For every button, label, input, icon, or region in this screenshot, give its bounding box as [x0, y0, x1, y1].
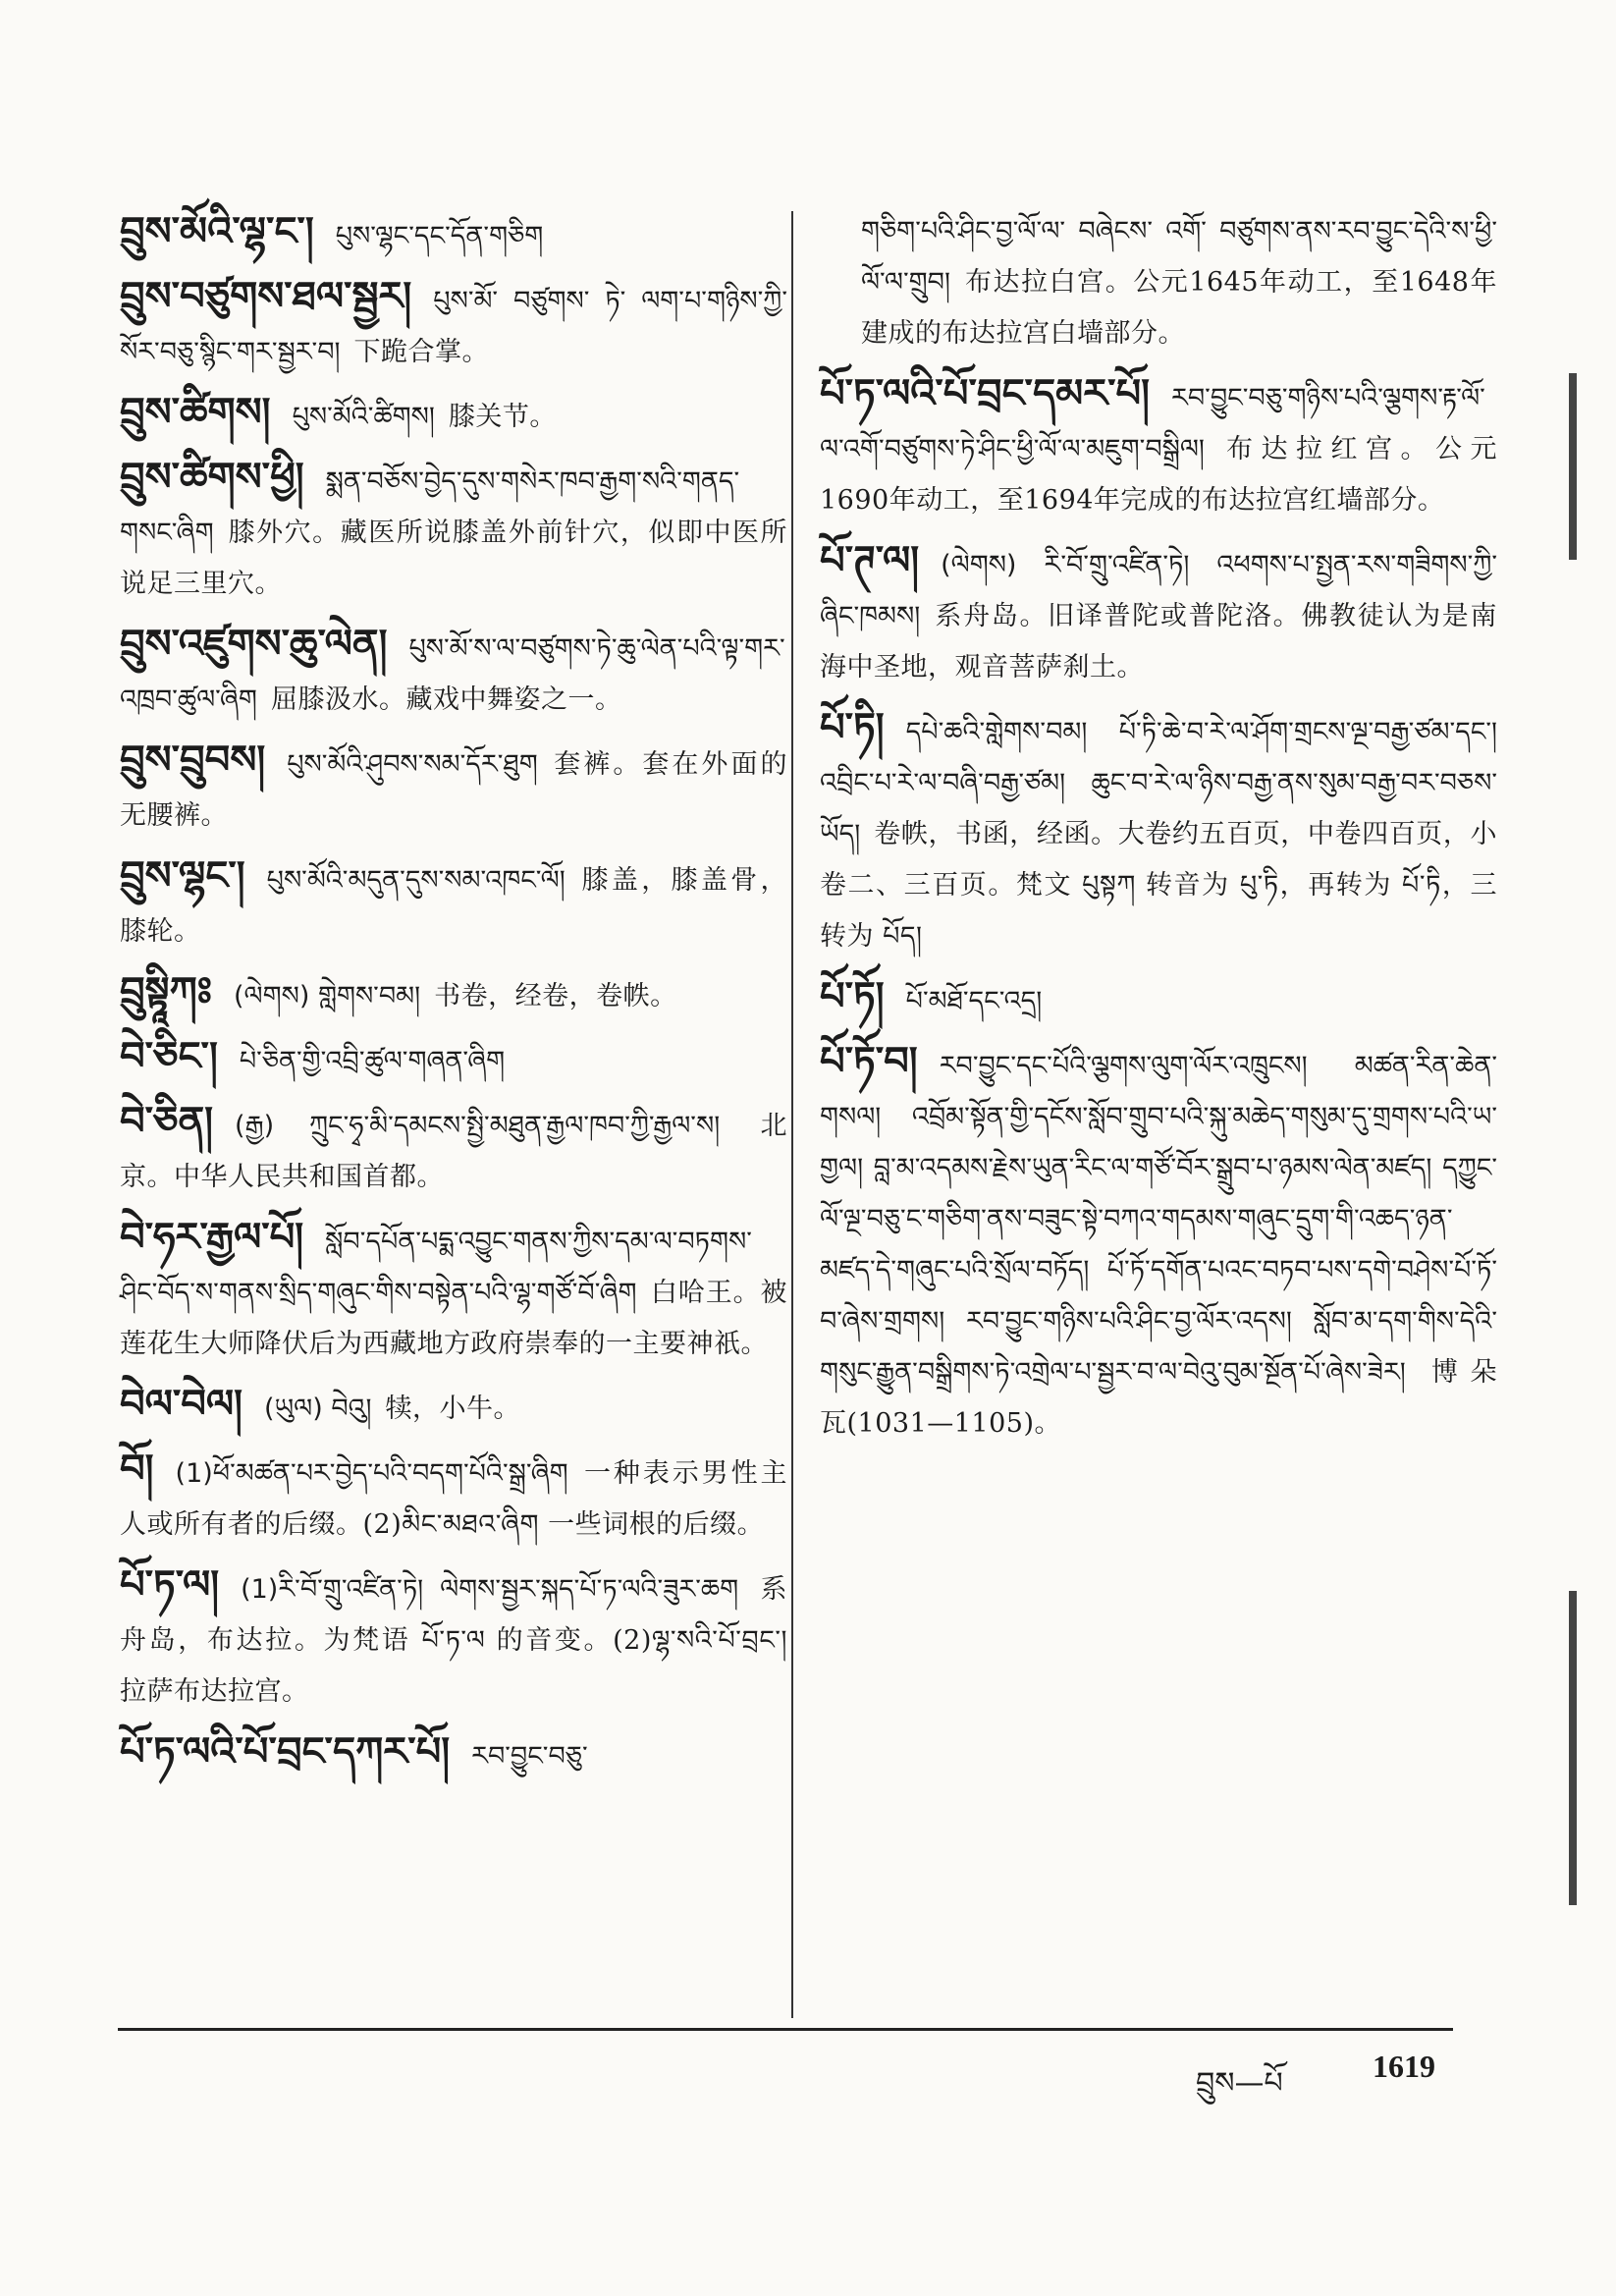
- entry-gloss-chinese: 系舟岛。旧译普陀或普陀洛。佛教徒认为是南海中圣地，观音菩萨刹土。: [820, 601, 1497, 683]
- dictionary-entry: [120, 1726, 787, 1782]
- entry-headword: པོ་ཏི།: [820, 705, 885, 750]
- entry-definition-tibetan: པུས་མོའི་མདུན་དུས་སམ་འཁང་ལོ།: [266, 865, 566, 896]
- entry-gloss-chinese: 膝关节。: [448, 402, 557, 432]
- entry-definition-tibetan: པོ་མཐོ་དང་འདྲ།: [905, 986, 1043, 1016]
- page-number: 1619: [1373, 2049, 1435, 2084]
- entry-gloss-chinese: 犊，小牛。: [385, 1394, 520, 1424]
- entry-definition-tibetan: (1)ཕོ་མཚན་པར་བྱེད་པའི་བདག་པོའི་སྒྲ་ཞིག: [175, 1458, 568, 1489]
- edge-mark: [1569, 373, 1577, 560]
- dictionary-entry: [120, 619, 787, 726]
- entry-definition-tibetan: རབ་བྱུང་བཅུ་གཉིས་པའི་ལྕགས་རྟ་ལོ་ལ་འགོ་བཙུགས་ཏེ་ཤིང་ཕྱི་ལོ་ལ་མཇུག་བསྒྲིལ།: [820, 383, 1485, 465]
- entry-headword: བྲུས་ཚིགས།: [120, 390, 271, 435]
- dictionary-entry: [820, 702, 1497, 962]
- entry-gloss-chinese: 书卷，经卷，卷帙。: [434, 981, 677, 1011]
- dictionary-entry: [120, 1212, 787, 1370]
- entry-gloss-chinese: 白哈王。被莲花生大师降伏后为西藏地方政府崇奉的一主要神祇。: [120, 1278, 787, 1359]
- dictionary-entry: [120, 1559, 787, 1718]
- entry-gloss-chinese: 屈膝汲水。藏戏中舞姿之一。: [270, 684, 622, 715]
- entry-definition-tibetan: པུས་མོའི་ཚིགས།: [292, 402, 435, 432]
- entry-gloss-chinese: 系舟岛，布达拉。为梵语 པོ་ཏ་ལ 的音变。(2)ལྷ་སའི་པོ་བྲང་། 拉萨布达拉宫。: [120, 1574, 787, 1707]
- entry-headword: བེལ་བེལ།: [120, 1382, 243, 1427]
- dictionary-entry: [120, 271, 787, 378]
- entry-definition-tibetan: གཅིག་པའི་ཤིང་བྱ་ལོ་ལ་ བཞེངས་ འགོ་ བཙུགས་ནས་རབ་བྱུང་དེའི་ས་ཕྱི་ལོ་ལ་གྲུབ།: [861, 216, 1497, 298]
- entry-headword: བྲུས་འཛུགས་ཆུ་ལེན།: [120, 622, 388, 667]
- entry-gloss-chinese: 卷帙，书函，经函。大卷约五百页，中卷四百页，小卷二、三百页。梵文 པུསྟཀ 转音为 པུ་ཏི，再转为 པོ་ཏི，三转为 པོད།: [820, 819, 1497, 952]
- entry-definition-tibetan: སྨན་བཅོས་བྱེད་དུས་གསེར་ཁབ་རྒྱག་སའི་གནད་གསང་ཞིག: [120, 466, 740, 548]
- entry-definition-tibetan: (ལེགས) གླེགས་བམ།: [234, 981, 421, 1011]
- dictionary-entry: [120, 387, 787, 443]
- entry-definition-tibetan: པེ་ཅིན་གྱི་འབྲི་ཚུལ་གཞན་ཞིག: [239, 1046, 506, 1076]
- left-column: [120, 206, 787, 1791]
- dictionary-entry: [820, 971, 1497, 1027]
- dictionary-entry: [120, 1031, 787, 1087]
- dictionary-entry: [120, 966, 787, 1022]
- entry-headword: པོ་ཏ་ལའི་པོ་བྲང་དམར་པོ།: [820, 371, 1151, 416]
- entry-definition-tibetan: (ལེགས) རི་བོ་གྲུ་འཛིན་ཏེ། འཕགས་པ་སྤྱན་རས་གཟིགས་ཀྱི་ཞིང་ཁམས།: [820, 550, 1497, 631]
- entry-headword: པོ་ཏོ་བ།: [820, 1039, 918, 1084]
- entry-definition-tibetan: (རྒྱ) ཀྲུང་ཧྭ་མི་དམངས་སྤྱི་མཐུན་རྒྱལ་ཁབ་ཀྱི་རྒྱལ་ས།: [235, 1111, 721, 1141]
- entry-definition-tibetan: པུས་ལྷང་དང་དོན་གཅིག: [335, 221, 544, 251]
- dictionary-entry: [120, 1444, 787, 1551]
- dictionary-entry: [120, 735, 787, 842]
- entry-headword: བྲུསྟཱིཀཿ: [120, 969, 212, 1014]
- entry-headword: བེ་ཅིན།: [120, 1099, 214, 1144]
- dictionary-entry: [120, 850, 787, 957]
- entry-gloss-chinese: 一种表示男性主人或所有者的后缀。(2)མིང་མཐའ་ཞིག 一些词根的后缀。: [120, 1458, 787, 1540]
- entry-definition-tibetan: རབ་བྱུང་བཅུ་: [471, 1741, 588, 1772]
- dictionary-entry: [820, 368, 1497, 526]
- entry-headword: བོ།: [120, 1447, 154, 1492]
- dictionary-entry: [120, 206, 787, 262]
- entry-definition-tibetan: (ཡུལ) བེའུ།: [264, 1394, 372, 1424]
- entry-headword: བེ་ཅིང་།: [120, 1034, 218, 1079]
- dictionary-entry: [820, 535, 1497, 693]
- entry-definition-tibetan: པུས་མོའི་ཤུབས་སམ་དོར་ཐུག: [287, 749, 538, 780]
- entry-gloss-chinese: 膝盖，膝盖骨，膝轮。: [120, 865, 787, 947]
- entry-definition-tibetan: རབ་བྱུང་དང་པོའི་ལྕགས་ལུག་ལོར་འཁྲུངས། མཚན་རིན་ཆེན་གསལ། འབྲོམ་སྟོན་གྱི་དངོས་སློབ་གྲུབ་པའི་སྐུ་མཆེད་གསུམ་དུ་གྲགས་པའི་ཡ་གྱལ། བླ་མ་འདམས་རྗེས་ཡུན་རིང་ལ་གཙོ་བོར་སྒྲུབ་པ་ཉམས་ལེན་མཛད། དཀྱུང་ལོ་ལྔ་བཅུ་ང་གཅིག་ནས་བཟུང་སྟེ་བཀའ་གདམས་གཞུང་དྲུག་གི་འཆད་ཉན་མཛད་དེ་གཞུང་པའི་སྲོལ་བཏོད། པོ་ཏོ་དགོན་པའང་བཏབ་པས་དགེ་བཤེས་པོ་ཏོ་བ་ཞེས་གྲགས། རབ་བྱུང་གཉིས་པའི་ཤིང་བྱ་ལོར་འདས། སློབ་མ་དག་གིས་དེའི་གསུང་རྒྱུན་བསྒྲིགས་ཏེ་འགྲེལ་པ་སྦྱར་བ་ལ་བེའུ་བུམ་སྔོན་པོ་ཞེས་ཟེར།: [820, 1051, 1497, 1388]
- entry-definition-tibetan: (1)རི་བོ་གྲུ་འཛིན་ཏེ། ལེགས་སྦྱར་སྐད་པོ་ཏ་ལའི་ཟུར་ཆག: [241, 1574, 739, 1605]
- dictionary-entry: [120, 1096, 787, 1203]
- entry-gloss-chinese: 膝外穴。藏医所说膝盖外前针穴，似即中医所说足三里穴。: [120, 518, 787, 599]
- edge-mark: [1569, 1591, 1577, 1905]
- entry-gloss-chinese: 布达拉白宫。公元1645年动工，至1648年建成的布达拉宫白墙部分。: [861, 267, 1497, 349]
- entry-headword: པོ་ཏོ།: [820, 974, 885, 1019]
- entry-headword: པོ་ཏ་ལ།: [120, 1562, 220, 1608]
- entry-gloss-chinese: 布达拉红宫。公元1690年动工，至1694年完成的布达拉宫红墙部分。: [820, 434, 1497, 516]
- entry-gloss-chinese: 套裤。套在外面的无腰裤。: [120, 749, 787, 831]
- footer-range: བྲུས—པོ: [1196, 2066, 1283, 2101]
- entry-definition-tibetan: པུས་མོ་ བཙུགས་ ཏེ་ ལག་པ་གཉིས་ཀྱི་སོར་བཅུ་སྙིང་གར་སྦྱར་བ།: [120, 286, 787, 367]
- dictionary-entry: [820, 206, 1497, 359]
- right-column: [820, 206, 1497, 1458]
- entry-headword: བྲུས་ཚིགས་ཕྱི།: [120, 455, 304, 500]
- entry-gloss-chinese: 北京。中华人民共和国首都。: [120, 1111, 787, 1192]
- column-divider: [791, 211, 793, 2018]
- entry-gloss-chinese: 博朵瓦(1031—1105)。: [820, 1357, 1497, 1439]
- dictionary-entry: [120, 452, 787, 610]
- dictionary-entry: [820, 1036, 1497, 1449]
- entry-definition-tibetan: དཔེ་ཆའི་གླེགས་བམ། པོ་ཏི་ཆེ་བ་རེ་ལ་ཤོག་གྲངས་ལྔ་བརྒྱ་ཙམ་དང་། འབྲིང་པ་རེ་ལ་བཞི་བརྒྱ་ཙམ། ཆུང་བ་རེ་ལ་ཉིས་བརྒྱ་ནས་སུམ་བརྒྱ་བར་བཅས་ཡོད།: [820, 717, 1497, 849]
- footer-rule: [118, 2028, 1453, 2031]
- entry-headword: པོ་ཊ་ལ།: [820, 538, 920, 583]
- dictionary-entry: [120, 1379, 787, 1435]
- entry-headword: བེ་ཧར་རྒྱལ་པོ།: [120, 1215, 304, 1260]
- entry-headword: བྲུས་བྲུབས།: [120, 738, 266, 783]
- entry-headword: པོ་ཏ་ལའི་པོ་བྲང་དཀར་པོ།: [120, 1729, 451, 1775]
- entry-definition-tibetan: པུས་མོ་ས་ལ་བཙུགས་ཏེ་ཆུ་ལེན་པའི་ལྟ་གར་འཁྲབ་ཚུལ་ཞིག: [120, 633, 785, 715]
- entry-headword: བྲུས་ལྷང་།: [120, 853, 245, 899]
- entry-headword: བྲུས་མོའི་ལྷ་ང་།: [120, 209, 314, 254]
- entry-definition-tibetan: སློབ་དཔོན་པདྨ་འབྱུང་གནས་ཀྱིས་དམ་ལ་བཏགས་ཤིང་བོད་ས་གནས་སྲིད་གཞུང་གིས་བསྟེན་པའི་ལྷ་གཙོ་བོ་ཞིག: [120, 1227, 752, 1308]
- entry-headword: བྲུས་བཙུགས་ཐལ་སྦྱར།: [120, 274, 412, 319]
- entry-gloss-chinese: 下跪合掌。: [353, 337, 490, 367]
